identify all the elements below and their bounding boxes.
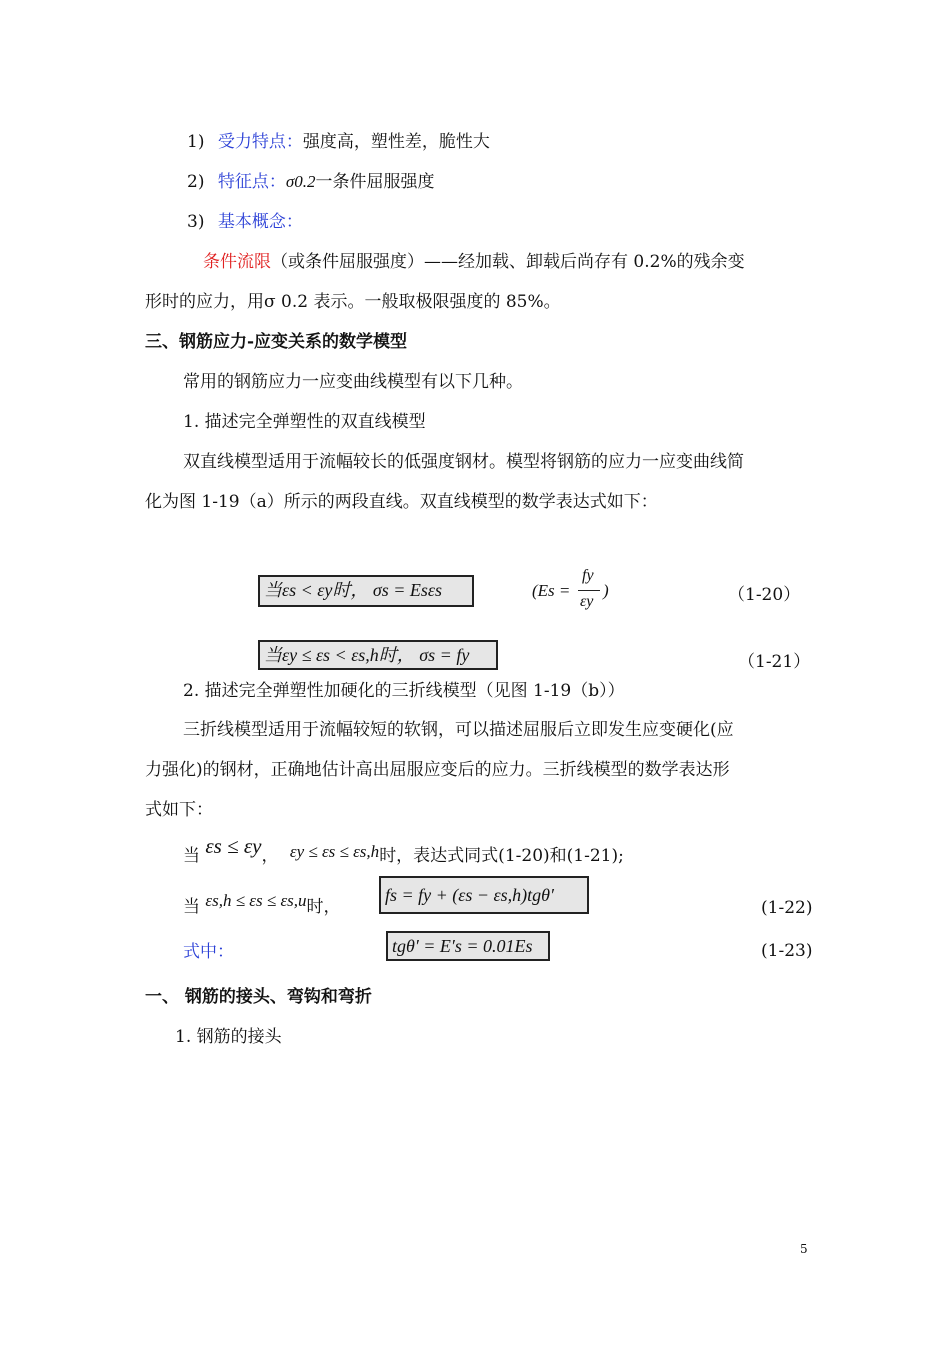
condition-2 xyxy=(183,891,341,918)
paragraph-3-line-2: 力强化)的钢材，正确地估计高出屈服应变后的应力。三折线模型的数学表达形 xyxy=(145,760,730,780)
equation-1-20-fraction-bar xyxy=(578,590,600,591)
item-2-label: 特征点： xyxy=(217,172,286,192)
paragraph-1: 常用的钢筋应力一应变曲线模型有以下几种。 xyxy=(183,372,523,392)
concept-text-1: （或条件屈服强度）——经加载、卸载后尚存有 0.2%的残余变 xyxy=(271,252,745,272)
where-label: 式中： xyxy=(183,942,234,962)
equation-1-20-box: 当εs < εy时， σs = Esεs xyxy=(258,575,474,607)
item-3-label: 基本概念： xyxy=(217,212,303,232)
paragraph-2-line-1: 双直线模型适用于流幅较长的低强度钢材。模型将钢筋的应力一应变曲线简 xyxy=(183,452,744,472)
item-1-text: 强度高，塑性差，脆性大 xyxy=(302,132,490,152)
subheading-2: 2. 描述完全弹塑性加硬化的三折线模型（见图 1-19（b）） xyxy=(183,681,625,701)
item-1 xyxy=(187,131,490,153)
condition-2-suffix: 时， xyxy=(306,897,341,917)
equation-1-20-es-lhs: (Es = xyxy=(532,581,571,600)
page-number: 5 xyxy=(800,1242,808,1256)
condition-2-expr: εs,h ≤ εs ≤ εs,u xyxy=(205,891,307,910)
condition-2-prefix: 当 xyxy=(183,897,200,917)
item-1-label: 受力特点： xyxy=(217,132,303,152)
concept-line-2: 形时的应力，用σ 0.2 表示。一般取极限强度的 85%。 xyxy=(145,292,561,312)
item-1-number: 1) xyxy=(187,132,205,152)
equation-1-20-es-rhs: ) xyxy=(603,581,609,600)
item-2 xyxy=(187,171,435,193)
equation-1-21-box: 当εy ≤ εs < εs,h时， σs = fy xyxy=(258,640,498,670)
concept-term: 条件流限 xyxy=(203,252,271,272)
paragraph-3-line-1: 三折线模型适用于流幅较短的软钢，可以描述屈服后立即发生应变硬化(应 xyxy=(183,720,734,740)
item-2-number: 2) xyxy=(187,172,205,192)
condition-1-prefix: 当 xyxy=(183,846,200,866)
equation-1-20-number: （1-20） xyxy=(728,585,801,605)
condition-1-expr-2: εy ≤ εs ≤ εs,h xyxy=(289,842,380,861)
equation-1-22-box: fs = fy + (εs − εs,h)tgθ′ xyxy=(379,876,589,914)
equation-1-23-box: tgθ′ = E′s = 0.01Es xyxy=(386,931,550,961)
condition-1-suffix: 时，表达式同式(1-20)和(1-21); xyxy=(379,846,624,866)
equation-1-22-number: (1-22) xyxy=(761,898,813,918)
subheading-1: 1. 描述完全弹塑性的双直线模型 xyxy=(183,412,426,432)
paragraph-2-line-2: 化为图 1-19（a）所示的两段直线。双直线模型的数学表达式如下： xyxy=(145,492,658,512)
equation-1-20-numerator: fy xyxy=(582,567,594,584)
equation-1-21-number: （1-21） xyxy=(738,652,811,672)
concept-line-1 xyxy=(203,251,745,273)
item-3 xyxy=(187,211,303,233)
subheading-3: 1. 钢筋的接头 xyxy=(175,1027,282,1047)
section-heading-1: 一、 钢筋的接头、弯钩和弯折 xyxy=(145,987,372,1007)
item-2-text: 一条件屈服强度 xyxy=(315,172,435,192)
condition-1-separator: ， xyxy=(261,846,279,866)
item-3-number: 3) xyxy=(187,212,205,232)
equation-1-23-number: (1-23) xyxy=(761,941,813,961)
section-heading-3: 三、钢筋应力-应变关系的数学模型 xyxy=(145,332,408,352)
paragraph-3-line-3: 式如下： xyxy=(145,800,213,820)
equation-1-20-denominator: εy xyxy=(580,593,594,610)
item-2-symbol: σ0.2 xyxy=(285,172,316,191)
condition-1-expr-1: εs ≤ εy xyxy=(205,834,262,858)
condition-1 xyxy=(183,834,624,867)
